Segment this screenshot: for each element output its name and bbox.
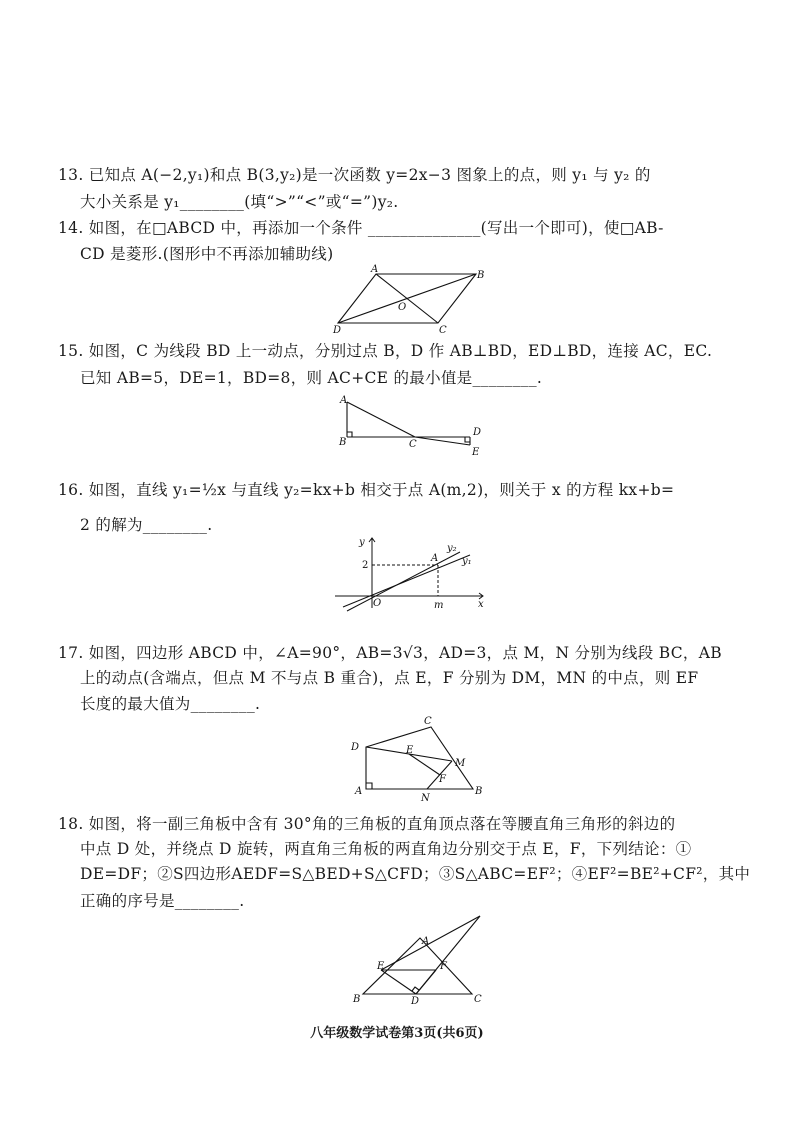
q18-label-f: F [440,961,447,972]
q14-label-b: B [477,270,485,281]
q16-label-y1: y₁ [462,556,472,567]
q18-line4: 正确的序号是________. [80,892,245,910]
q14-line2: CD 是菱形.(图形中不再添加辅助线) [80,245,334,263]
q16-label-a: A [431,553,439,564]
q17-label-c: C [424,716,432,727]
q16-label-x: x [478,599,484,610]
q17-line3: 长度的最大值为________. [80,695,261,713]
q18-triangles-figure [345,912,490,1007]
q17-label-e: E [406,745,414,756]
q14-label-d: D [333,325,342,336]
q14-label-c: C [439,325,447,336]
q18-label-b: B [353,994,361,1005]
q16-label-o: O [373,598,382,609]
q17-line2: 上的动点(含端点，但点 M 不与点 B 重合)，点 E，F 分别为 DM，MN 的中点，则 EF [80,669,699,687]
q14-label-o: O [398,302,407,313]
q17-label-b: B [475,786,483,797]
q16-label-y: y [359,537,365,548]
q17-label-f: F [439,774,446,785]
q15-label-b: B [339,437,347,448]
q16-line2: 2 的解为________. [80,516,213,534]
q16-label-m: m [434,600,444,611]
q18-line2: 中点 D 处，并绕点 D 旋转，两直角三角板的两直角边分别交于点 E，F，下列结论：① [80,840,692,858]
q15-line1: 15. 如图，C 为线段 BD 上一动点，分别过点 B，D 作 AB⊥BD，ED⊥BD，连接 AC，EC. [58,342,713,360]
q16-label-two: 2 [362,560,369,571]
q17-line1: 17. 如图，四边形 ABCD 中，∠A=90°，AB=3√3，AD=3，点 M，N 分别为线段 BC，AB [58,644,722,662]
q17-label-d: D [351,742,360,753]
q17-label-n: N [421,793,430,804]
page-footer: 八年级数学试卷第3页(共6页) [310,1026,484,1041]
q17-quadrilateral-figure [345,710,485,805]
q13-line2: 大小关系是 y₁________(填“>”“<”或“=”)y₂. [80,193,399,211]
q15-line2: 已知 AB=5，DE=1，BD=8，则 AC+CE 的最小值是________. [80,369,543,387]
q15-segment-figure [333,392,493,462]
q16-line1: 16. 如图，直线 y₁=½x 与直线 y₂=kx+b 相交于点 A(m,2)，则关于 x 的方程 kx+b= [58,481,675,499]
q15-label-d: D [473,427,482,438]
q15-label-e: E [472,447,480,458]
q15-label-a: A [340,395,348,406]
q18-line1: 18. 如图，将一副三角板中含有 30°角的三角板的直角顶点落在等腰直角三角形的斜边的 [58,815,676,833]
q14-label-a: A [371,264,379,275]
q16-label-y2: y₂ [447,543,457,554]
q16-graph-figure [335,532,495,612]
q17-label-m: M [455,758,466,769]
q14-parallelogram-figure [328,262,488,337]
q13-line1: 13. 已知点 A(−2,y₁)和点 B(3,y₂)是一次函数 y=2x−3 图象上的点，则 y₁ 与 y₂ 的 [58,166,651,184]
q18-label-d: D [411,996,420,1007]
q18-label-a: A [422,936,430,947]
q14-line1: 14. 如图，在□ABCD 中，再添加一个条件 ______________(写出一个即可)，使□AB- [58,219,664,237]
q15-label-c: C [409,439,417,450]
q18-label-e: E [377,961,385,972]
q17-label-a: A [355,786,363,797]
q18-line3: DE=DF；②S四边形AEDF=S△BED+S△CFD；③S△ABC=EF²；④EF²=BE²+CF²，其中 [80,865,751,883]
q18-label-c: C [474,994,482,1005]
